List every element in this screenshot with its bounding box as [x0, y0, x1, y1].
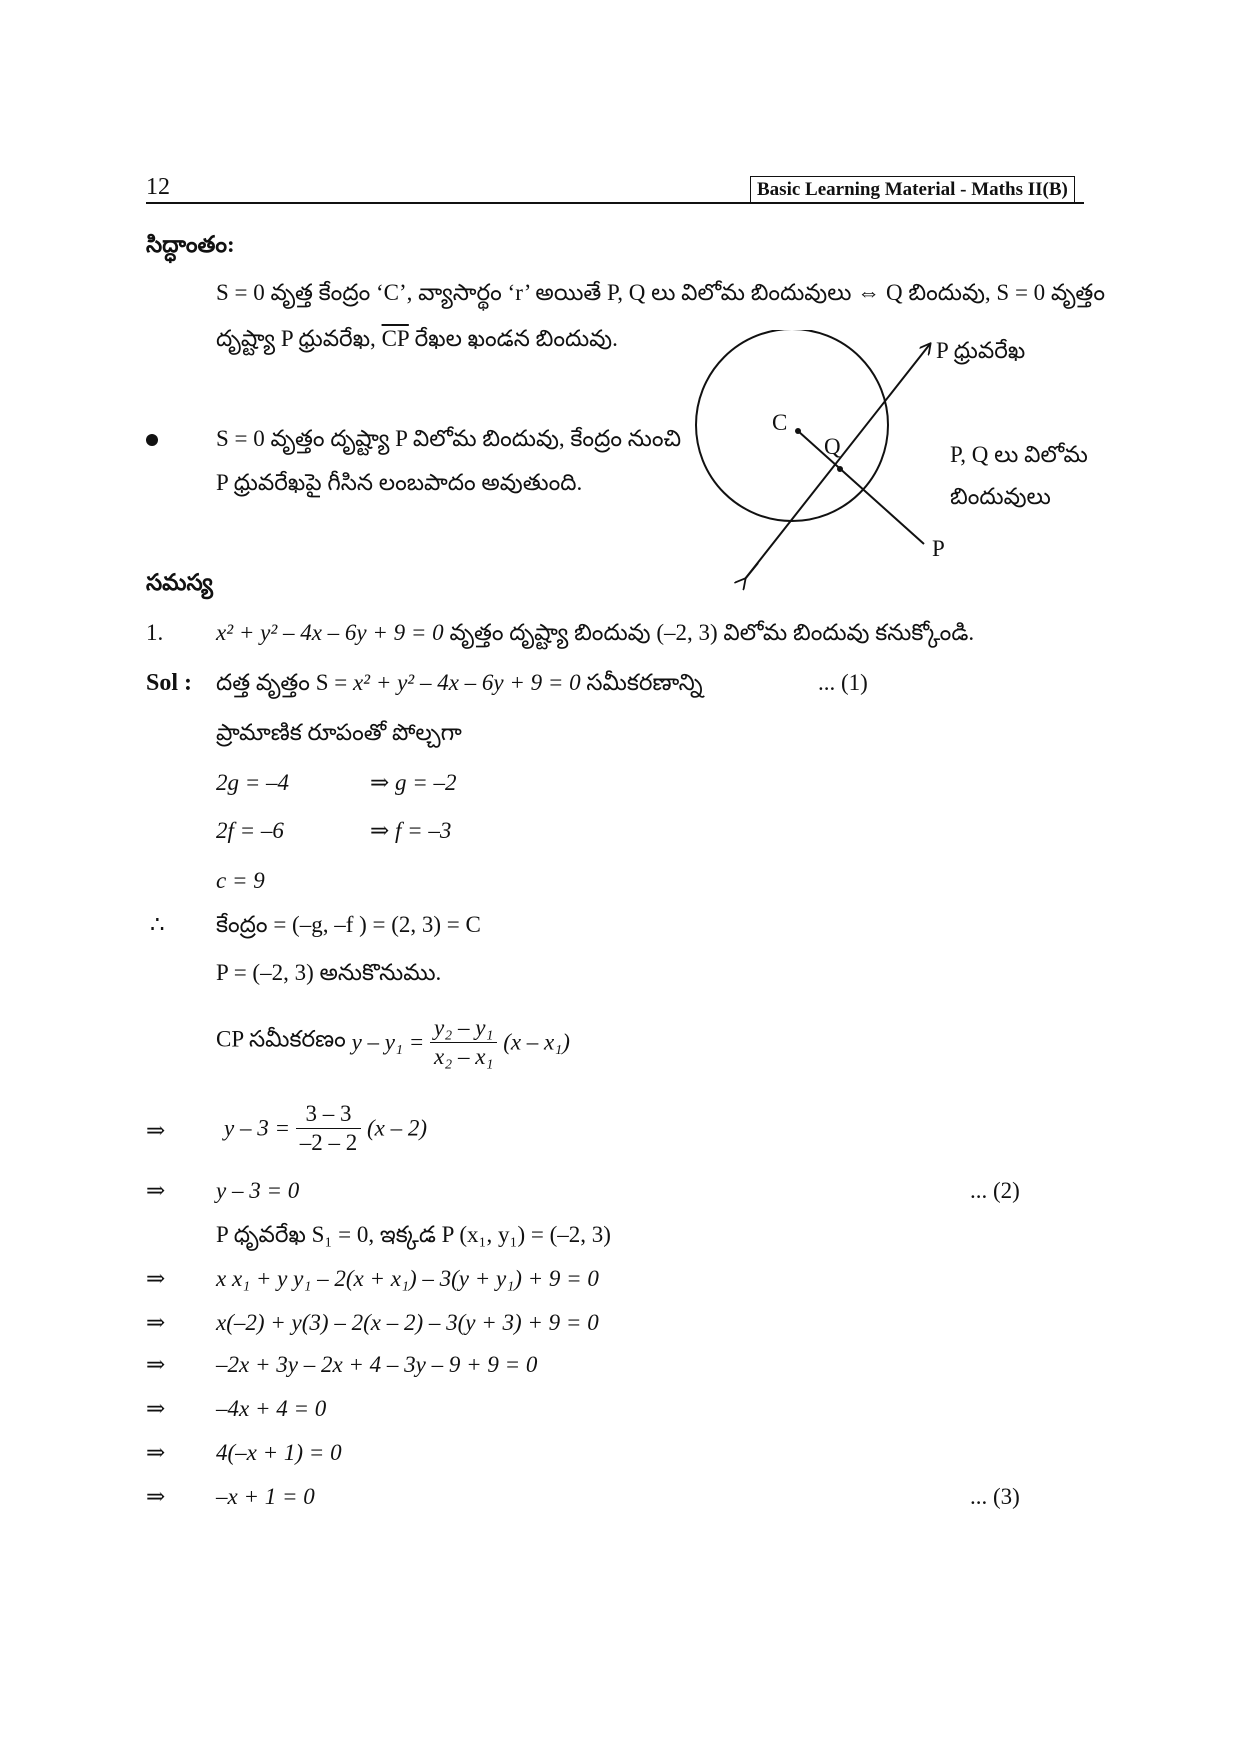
step-2: x(–2) + y(3) – 2(x – 2) – 3(y + 3) + 9 = 0	[216, 1310, 599, 1335]
implies-arrow-6: ⇒	[146, 1396, 166, 1421]
diagram-label-q: Q	[824, 434, 841, 459]
q-point	[837, 466, 843, 472]
substituted-denominator: –2 – 2	[299, 1130, 358, 1155]
cp-equation-lhs: y – y₁ =	[351, 1029, 425, 1055]
theorem-line-2-pre: దృష్ట్యా P ధ్రువరేఖ,	[216, 326, 376, 351]
substituted-lhs: y – 3 =	[224, 1115, 290, 1141]
compare-line: ప్రామాణిక రూపంతో పోల్చగా	[216, 720, 462, 745]
cp-slope-denominator: x₂ – x₁	[434, 1044, 494, 1069]
polar-equation-intro: P ధృవరేఖ S₁ = 0, ఇక్కడ P (x₁, y₁) = (–2, 3)	[216, 1222, 611, 1247]
implies-arrow-2: ⇒	[146, 1178, 166, 1203]
implies-arrow-4: ⇒	[146, 1310, 166, 1335]
bullet-dot	[146, 434, 158, 446]
cp-equation-label: CP సమీకరణం	[216, 1026, 346, 1052]
cp-slope-numerator: y₂ – y₁	[430, 1014, 497, 1043]
equation-ref-3: ... (3)	[970, 1484, 1020, 1509]
center-point	[795, 428, 801, 434]
problem-text: వృత్తం దృష్ట్యా బిందువు (–2, 3) విలోమ బిందువు కనుక్కోండి.	[449, 620, 975, 645]
implies-arrow-7: ⇒	[146, 1440, 166, 1465]
implies-arrow-3: ⇒	[146, 1266, 166, 1291]
sol-line-1-post: సమీకరణాన్ని	[586, 670, 703, 695]
problem-number: 1.	[146, 620, 164, 645]
cp-equation	[216, 1014, 570, 1071]
cp-equation-rhs: (x – x₁)	[503, 1029, 570, 1055]
polar-line	[745, 344, 930, 579]
diagram-label-p: P	[932, 536, 945, 561]
diagram-label-c: C	[772, 410, 788, 435]
diagram-label-inverse-2: బిందువులు	[950, 484, 1051, 509]
substituted-equation	[224, 1100, 427, 1157]
step-4: –4x + 4 = 0	[216, 1396, 327, 1421]
diagram-label-inverse-1: P, Q లు విలోమ	[950, 442, 1088, 467]
center-line: కేంద్రం = (–g, –f ) = (2, 3) = C	[216, 912, 481, 937]
problem-statement	[216, 620, 974, 652]
implies-arrow-8: ⇒	[146, 1484, 166, 1509]
running-header-title: Basic Learning Material - Maths II(B)	[750, 176, 1075, 204]
step-5: 4(–x + 1) = 0	[216, 1440, 342, 1465]
bullet-line-2: P ధ్రువరేఖపై గీసిన లంబపాదం అవుతుంది.	[216, 470, 583, 495]
theorem-line-2-post: రేఖల ఖండన బిందువు.	[414, 326, 618, 351]
bullet-line-1: S = 0 వృత్తం దృష్ట్యా P విలోమ బిందువు, కేంద్రం నుంచి	[216, 426, 682, 451]
implies-arrow-5: ⇒	[146, 1352, 166, 1377]
g-value: ⇒ g = –2	[370, 770, 457, 795]
problem-equation: x² + y² – 4x – 6y + 9 = 0	[216, 620, 444, 645]
therefore-symbol: ∴	[150, 912, 165, 937]
f-value: ⇒ f = –3	[370, 818, 452, 843]
header-rule	[146, 202, 1084, 204]
theorem-line-2	[216, 326, 618, 358]
theorem-heading: సిద్ధాంతం:	[146, 232, 235, 257]
cp-overline: $\overline{CP}$	[381, 326, 409, 351]
cp-slope-fraction	[430, 1014, 497, 1071]
theorem-line-1: S = 0 వృత్త కేంద్రం ‘C’, వ్యాసార్థం ‘r’ అయితే P, Q లు విలోమ బిందువులు ⇔ Q బిందువు, S = 0 వృత్తం	[216, 280, 1105, 305]
implies-arrow-1: ⇒	[146, 1118, 166, 1143]
diagram-label-polar: P ధ్రువరేఖ	[936, 338, 1026, 363]
sol-label: Sol :	[146, 670, 193, 696]
substituted-rhs: (x – 2)	[366, 1115, 428, 1141]
circle-shape	[696, 330, 888, 521]
sol-line-1-equation: x² + y² – 4x – 6y + 9 = 0	[352, 670, 581, 695]
sol-line-1-pre: దత్త వృత్తం S =	[216, 670, 348, 695]
f-equation: 2f = –6	[216, 818, 284, 843]
substituted-fraction	[296, 1100, 362, 1157]
equation-2: y – 3 = 0	[216, 1178, 300, 1203]
step-1: x x₁ + y y₁ – 2(x + x₁) – 3(y + y₁) + 9 = 0	[216, 1266, 599, 1291]
step-3: –2x + 3y – 2x + 4 – 3y – 9 + 9 = 0	[216, 1352, 538, 1377]
page-number: 12	[146, 174, 170, 200]
step-6: –x + 1 = 0	[216, 1484, 315, 1509]
sol-line-1	[216, 670, 703, 702]
equation-ref-1: ... (1)	[818, 670, 868, 695]
c-value: c = 9	[216, 868, 265, 893]
g-equation: 2g = –4	[216, 770, 290, 795]
assume-p-line: P = (–2, 3) అనుకొనుము.	[216, 960, 442, 985]
polar-line-arrow-tail	[745, 563, 758, 579]
substituted-numerator: 3 – 3	[296, 1100, 362, 1129]
equation-ref-2: ... (2)	[970, 1178, 1020, 1203]
problem-heading: సమస్య	[146, 570, 213, 595]
